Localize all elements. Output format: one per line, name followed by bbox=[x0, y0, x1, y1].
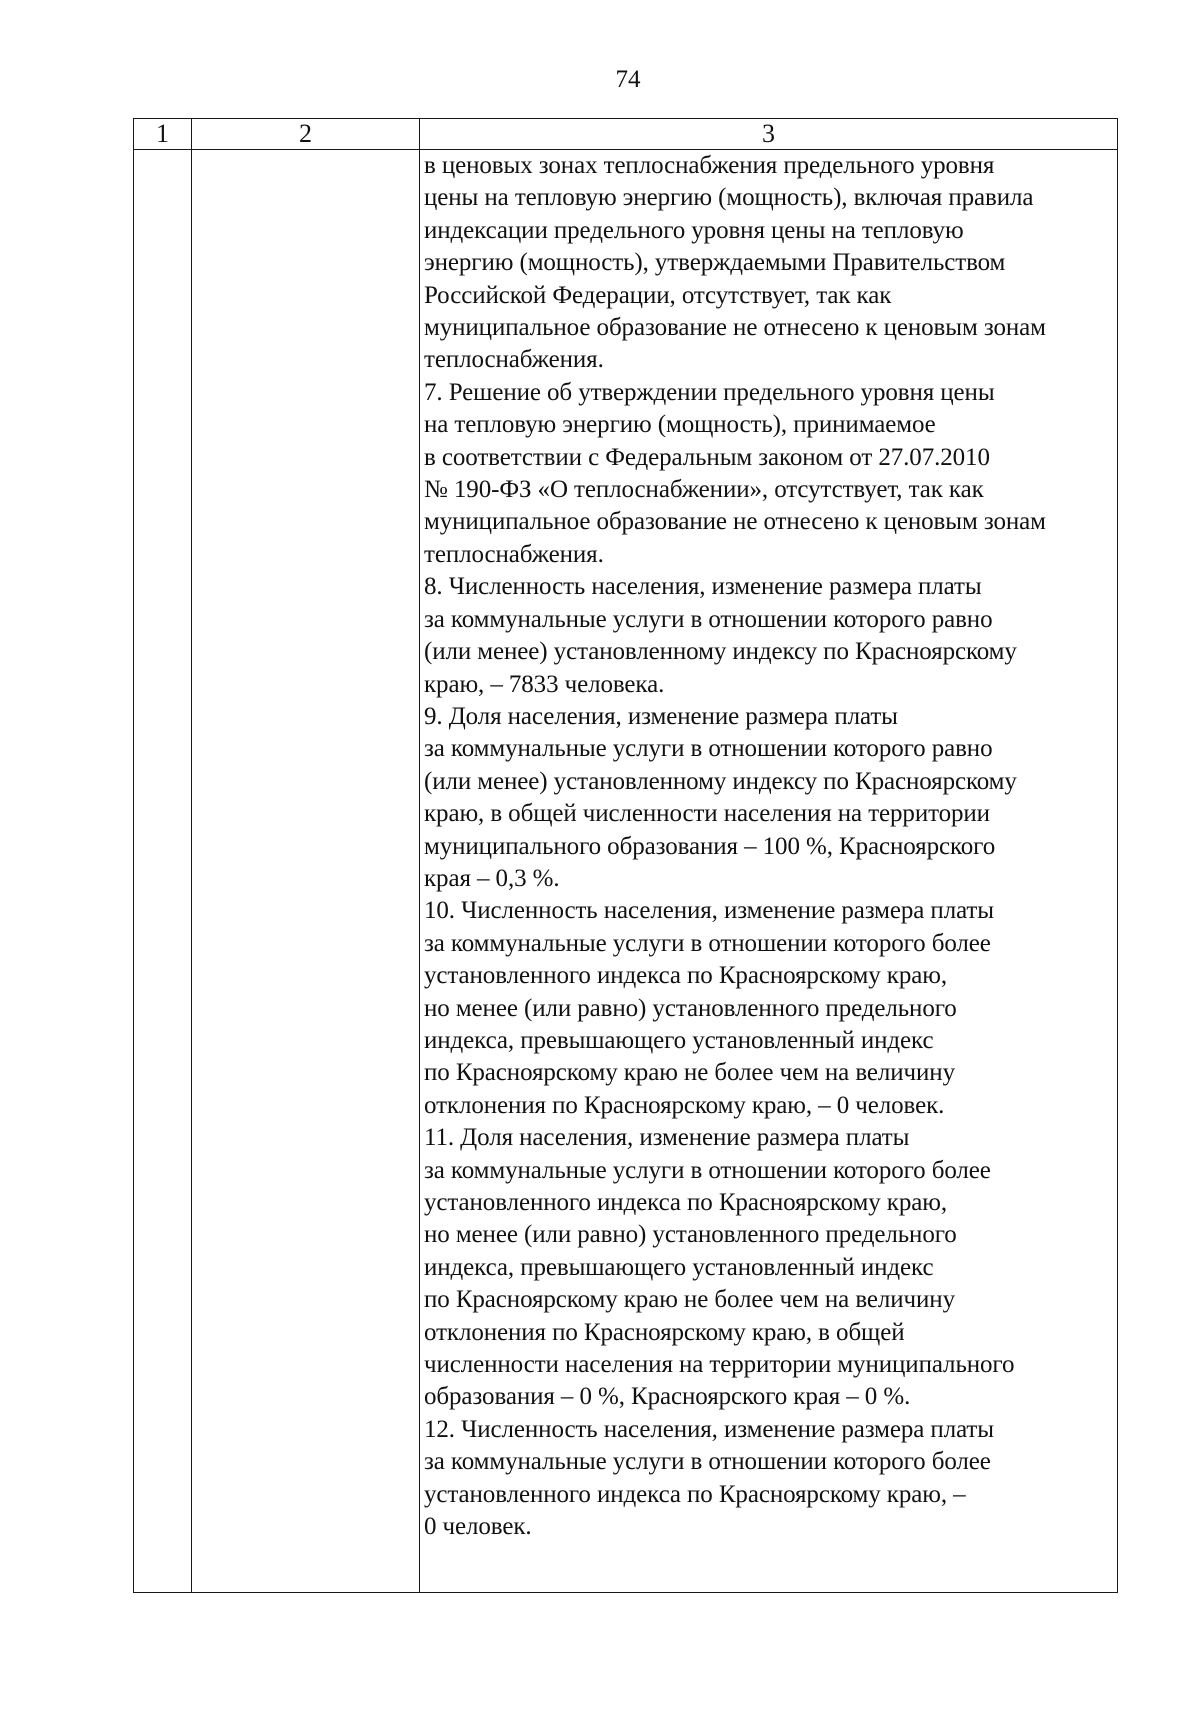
column-header-3: 3 bbox=[420, 119, 1118, 150]
text-line: 7. Решение об утверждении предельного уровня цены bbox=[424, 378, 995, 406]
table-header-row bbox=[134, 119, 1118, 150]
text-line: за коммунальные услуги в отношении которого более bbox=[424, 1448, 991, 1476]
table-row bbox=[134, 150, 1118, 1593]
text-line: установленного индекса по Красноярскому краю, – bbox=[424, 1480, 966, 1508]
text-line: индексации предельного уровня цены на тепловую bbox=[424, 216, 964, 244]
text-line: муниципальное образование не отнесено к ценовым зонам bbox=[424, 314, 1046, 342]
text-line: индекса, превышающего установленный индекс bbox=[424, 1026, 934, 1054]
page-number: 74 bbox=[615, 66, 641, 93]
text-line: энергию (мощность), утверждаемыми Правительством bbox=[424, 249, 1006, 277]
text-line: индекса, превышающего установленный индекс bbox=[424, 1253, 934, 1281]
text-line: краю, в общей численности населения на территории bbox=[424, 800, 990, 828]
text-line: муниципального образования – 100 %, Красноярского bbox=[424, 832, 996, 860]
text-line: муниципальное образование не отнесено к ценовым зонам bbox=[424, 508, 1046, 536]
text-line: 10. Численность населения, изменение размера платы bbox=[424, 897, 994, 925]
text-line: теплоснабжения. bbox=[424, 540, 604, 568]
text-line: (или менее) установленному индексу по Красноярскому bbox=[424, 767, 1017, 795]
text-line: в соответствии с Федеральным законом от 27.07.2010 bbox=[424, 443, 990, 471]
text-line: за коммунальные услуги в отношении которого более bbox=[424, 1156, 991, 1184]
text-line: отклонения по Красноярскому краю, – 0 человек. bbox=[424, 1091, 945, 1119]
text-line: но менее (или равно) установленного предельного bbox=[424, 1221, 957, 1249]
text-line: 12. Численность населения, изменение размера платы bbox=[424, 1415, 994, 1443]
text-line: но менее (или равно) установленного предельного bbox=[424, 994, 957, 1022]
text-line: за коммунальные услуги в отношении которого равно bbox=[424, 605, 993, 633]
text-line: образования – 0 %, Красноярского края – 0 %. bbox=[424, 1383, 911, 1411]
text-line: 8. Численность населения, изменение размера платы bbox=[424, 573, 982, 601]
text-line: 9. Доля населения, изменение размера платы bbox=[424, 702, 898, 730]
text-line: в ценовых зонах теплоснабжения предельного уровня bbox=[424, 152, 995, 179]
cell-column-1 bbox=[134, 150, 192, 1593]
text-line: края – 0,3 %. bbox=[424, 864, 560, 892]
text-line: установленного индекса по Красноярскому краю, bbox=[424, 1189, 947, 1216]
text-line: краю, – 7833 человека. bbox=[424, 670, 665, 698]
document-table bbox=[133, 118, 1118, 1593]
text-line: численности населения на территории муниципального bbox=[424, 1351, 1015, 1379]
text-line: 11. Доля населения, изменение размера платы bbox=[424, 1124, 910, 1152]
column-header-1: 1 bbox=[134, 119, 192, 150]
text-line: по Красноярскому краю не более чем на величину bbox=[424, 1059, 955, 1087]
column-3-text bbox=[420, 150, 1117, 1592]
cell-column-3 bbox=[420, 150, 1118, 1593]
text-line: цены на тепловую энергию (мощность), включая правила bbox=[424, 184, 1034, 212]
text-line: отклонения по Красноярскому краю, в общей bbox=[424, 1318, 905, 1346]
text-line: за коммунальные услуги в отношении которого более bbox=[424, 929, 991, 957]
text-line: теплоснабжения. bbox=[424, 346, 604, 374]
text-line: по Красноярскому краю не более чем на величину bbox=[424, 1286, 955, 1314]
text-line: 0 человек. bbox=[424, 1513, 532, 1541]
text-line: за коммунальные услуги в отношении которого равно bbox=[424, 735, 993, 763]
text-line: установленного индекса по Красноярскому краю, bbox=[424, 962, 947, 990]
text-line: на тепловую энергию (мощность), принимаемое bbox=[424, 411, 936, 439]
cell-column-2 bbox=[192, 150, 420, 1593]
text-line: № 190-ФЗ «О теплоснабжении», отсутствует, так как bbox=[424, 476, 984, 504]
text-line: (или менее) установленному индексу по Красноярскому bbox=[424, 638, 1017, 666]
column-header-2: 2 bbox=[192, 119, 420, 150]
text-line: Российской Федерации, отсутствует, так как bbox=[424, 281, 892, 309]
